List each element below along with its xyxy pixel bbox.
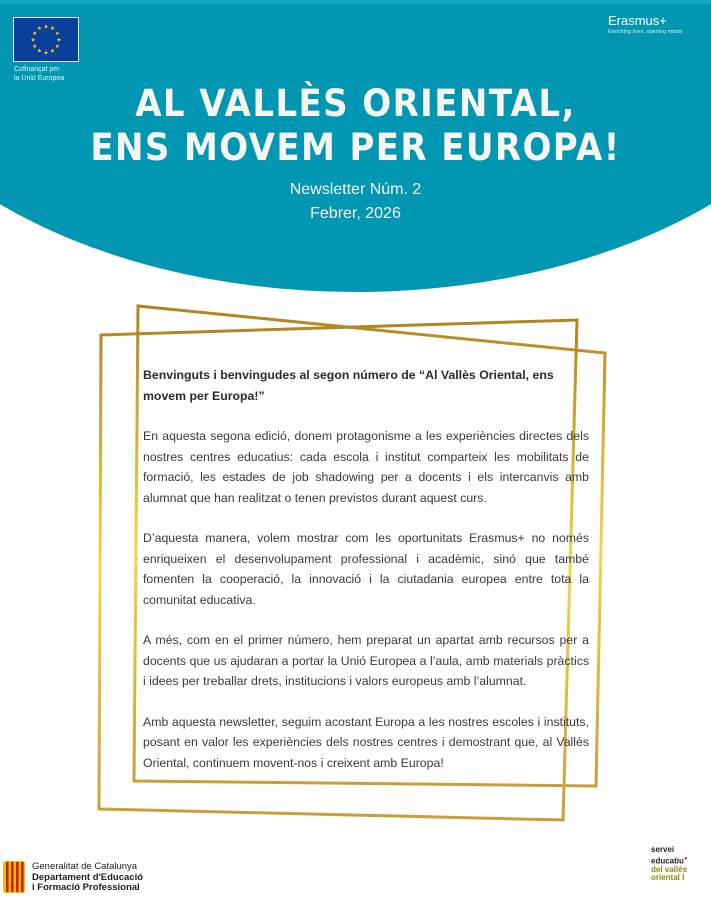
generalitat-line1: Generalitat de Catalunya: [32, 861, 138, 872]
servei-line3: del vallès: [651, 864, 688, 874]
eu-star-icon: ★: [54, 30, 60, 37]
servei-line1: servei: [651, 845, 675, 854]
eu-star-icon: ★: [30, 37, 36, 44]
eu-star-icon: ★: [32, 43, 38, 50]
issue-date: Febrer, 2026: [310, 205, 401, 222]
intro-article: [143, 365, 589, 793]
eu-star-icon: ★: [37, 26, 42, 33]
servei-educatiu-logo: [651, 846, 688, 883]
issue-number: Newsletter Núm. 2: [289, 181, 422, 198]
intro-paragraph: En aquesta segona edició, donem protagonisme a les experiències directes dels nostres centres educatius: cada escola i institut comparteix les mobilitats de formació, les estades de job shadowing per a docents i els intercanvis amb alumnat que han realitzat o tenen previstos durant aquest curs.: [143, 429, 589, 505]
intro-lead: Benvinguts i benvingudes al segon número de “Al Vallès Oriental, ens movem per Europa!”: [143, 368, 554, 403]
title-line-2: ENS MOVEM PER EUROPA!: [90, 126, 621, 169]
erasmus-tagline: Enriching lives, opening minds: [608, 29, 683, 35]
intro-paragraph: D’aquesta manera, volem mostrar com les oportunitats Erasmus+ no només enriqueixen el desenvolupament professional i acadèmic, sinó que també fomenten la cooperació, la innovació i la ciutadania europea entre tota la comunitat educativa.: [143, 531, 589, 607]
eu-caption-line2: la Unió Europea: [14, 75, 65, 82]
erasmus-logo: Erasmus+: [608, 13, 667, 28]
generalitat-line2: Departament d'Educació: [32, 871, 144, 883]
eu-star-icon: ★: [37, 48, 42, 55]
eu-star-icon: ★: [50, 26, 55, 33]
eu-star-icon: ★: [32, 30, 38, 37]
title-line-1: AL VALLÈS ORIENTAL,: [135, 82, 576, 125]
eu-star-icon: ★: [54, 43, 60, 50]
servei-line2: educatiu: [651, 856, 684, 866]
eu-star-icon: ★: [43, 24, 49, 31]
eu-star-icon: ★: [50, 48, 55, 55]
eu-caption-line1: Cofinançat per: [14, 66, 60, 73]
generalitat-line3: i Formació Professional: [32, 882, 140, 893]
eu-star-icon: ★: [56, 37, 62, 44]
catalonia-senyera-icon: [3, 861, 25, 893]
servei-dot-icon: ●: [683, 855, 688, 862]
intro-paragraph: A més, com en el primer número, hem preparat un apartat amb recursos per a docents que us ajudaran a portar la Unió Europea a l’aula, amb materials pràctics i idees per treballar drets, institucions i valors europeus amb l’alumnat.: [143, 633, 589, 688]
intro-paragraph: Amb aquesta newsletter, seguim acostant Europa a les nostres escoles i instituts, posant en valor les experiències dels nostres centres i demostrant que, al Vallès Oriental, continuem movent-nos i creixent amb Europa!: [143, 714, 589, 770]
servei-line4: oriental I: [651, 873, 685, 883]
eu-star-icon: ★: [43, 50, 49, 57]
